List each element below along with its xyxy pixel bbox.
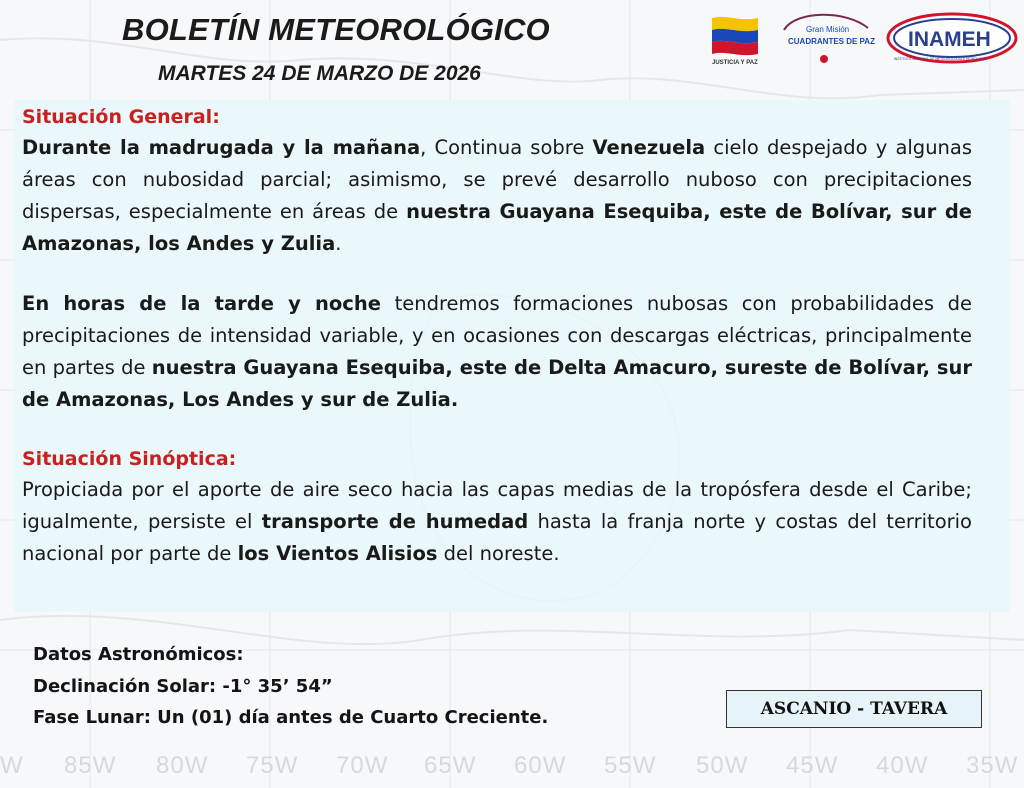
sin-phrase-3: hasta la franja norte y costas del territorio nacional por parte de bbox=[22, 510, 972, 565]
situacion-general-paragraph-1 bbox=[22, 132, 972, 260]
situacion-general-heading: Situación General: bbox=[22, 106, 220, 128]
authors-box: ASCANIO - TAVERA bbox=[726, 690, 982, 728]
longitude-labels bbox=[0, 752, 1024, 782]
inameh-wordmark: INAMEH bbox=[908, 28, 991, 51]
sin-phrase-5: del noreste. bbox=[437, 542, 560, 565]
longitude-label: 55W bbox=[604, 752, 657, 779]
p2-phrase-3: nuestra Guayana Esequiba, este de Delta Amacuro, sureste de Bolívar, sur de Amazonas, Los Andes y sur de Zulia. bbox=[22, 356, 972, 411]
longitude-label: 75W bbox=[246, 752, 299, 779]
page-title: BOLETÍN METEOROLÓGICO bbox=[122, 12, 550, 47]
gran-mision-logo bbox=[784, 15, 875, 63]
longitude-label: 65W bbox=[424, 752, 477, 779]
p1-phrase-1: Durante la madrugada y la mañana bbox=[22, 136, 421, 159]
longitude-label: 45W bbox=[786, 752, 839, 779]
longitude-label: 60W bbox=[514, 752, 567, 779]
logos-group bbox=[706, 10, 1018, 70]
situacion-general-paragraph-2 bbox=[22, 288, 972, 416]
p2-phrase-2: tendremos formaciones nubosas con probabilidades de precipitaciones de intensidad variable, y en ocasiones con descargas eléctricas, principalmente en partes de bbox=[22, 292, 973, 379]
astronomicos-heading: Datos Astronómicos: bbox=[33, 644, 244, 665]
longitude-label: 80W bbox=[156, 752, 209, 779]
venezuela-flag-logo bbox=[712, 17, 758, 66]
situacion-sinoptica-heading: Situación Sinóptica: bbox=[22, 448, 237, 470]
p1-phrase-2: , Continua sobre bbox=[420, 136, 593, 159]
p1-phrase-4: cielo despejado y algunas áreas con nubosidad parcial; asimismo, se prevé desarrollo nuboso con precipitaciones dispersas, especialmente en áreas de bbox=[22, 136, 973, 223]
gran-mision-line2: CUADRANTES DE PAZ bbox=[788, 37, 875, 46]
fase-lunar: Fase Lunar: Un (01) día antes de Cuarto Creciente. bbox=[33, 707, 549, 728]
p1-phrase-7: este de Bolívar, sur de Amazonas, los Andes y Zulia bbox=[22, 200, 973, 255]
situacion-sinoptica-paragraph bbox=[22, 474, 972, 570]
p1-phrase-6: , bbox=[703, 200, 720, 223]
inameh-caption: INSTITUTO NACIONAL DE METEOROLOGÍA E HIDROLOGÍA bbox=[894, 57, 987, 61]
longitude-label: W bbox=[0, 752, 24, 779]
p2-phrase-1: En horas de la tarde y noche bbox=[22, 292, 381, 315]
justicia-caption: JUSTICIA Y PAZ bbox=[712, 60, 758, 66]
p1-phrase-8: . bbox=[335, 232, 342, 255]
p1-phrase-3: Venezuela bbox=[592, 136, 706, 159]
longitude-label: 70W bbox=[336, 752, 389, 779]
sin-phrase-1: Propiciada por el aporte de aire seco hacia las capas medias de la tropósfera desde el Caribe; igualmente, persiste el bbox=[22, 478, 972, 533]
declinacion-solar: Declinación Solar: -1° 35’ 54” bbox=[33, 676, 333, 697]
longitude-label: 35W bbox=[966, 752, 1019, 779]
longitude-label: 85W bbox=[64, 752, 117, 779]
sin-phrase-4: los Vientos Alisios bbox=[237, 542, 438, 565]
inameh-logo bbox=[888, 14, 1016, 62]
bulletin-date: MARTES 24 DE MARZO DE 2026 bbox=[158, 62, 481, 85]
longitude-label: 40W bbox=[876, 752, 929, 779]
sin-phrase-2: transporte de humedad bbox=[261, 510, 529, 533]
p1-phrase-5: nuestra Guayana Esequiba bbox=[406, 200, 704, 223]
gran-mision-line1: Gran Misión bbox=[806, 25, 850, 34]
longitude-label: 50W bbox=[696, 752, 749, 779]
